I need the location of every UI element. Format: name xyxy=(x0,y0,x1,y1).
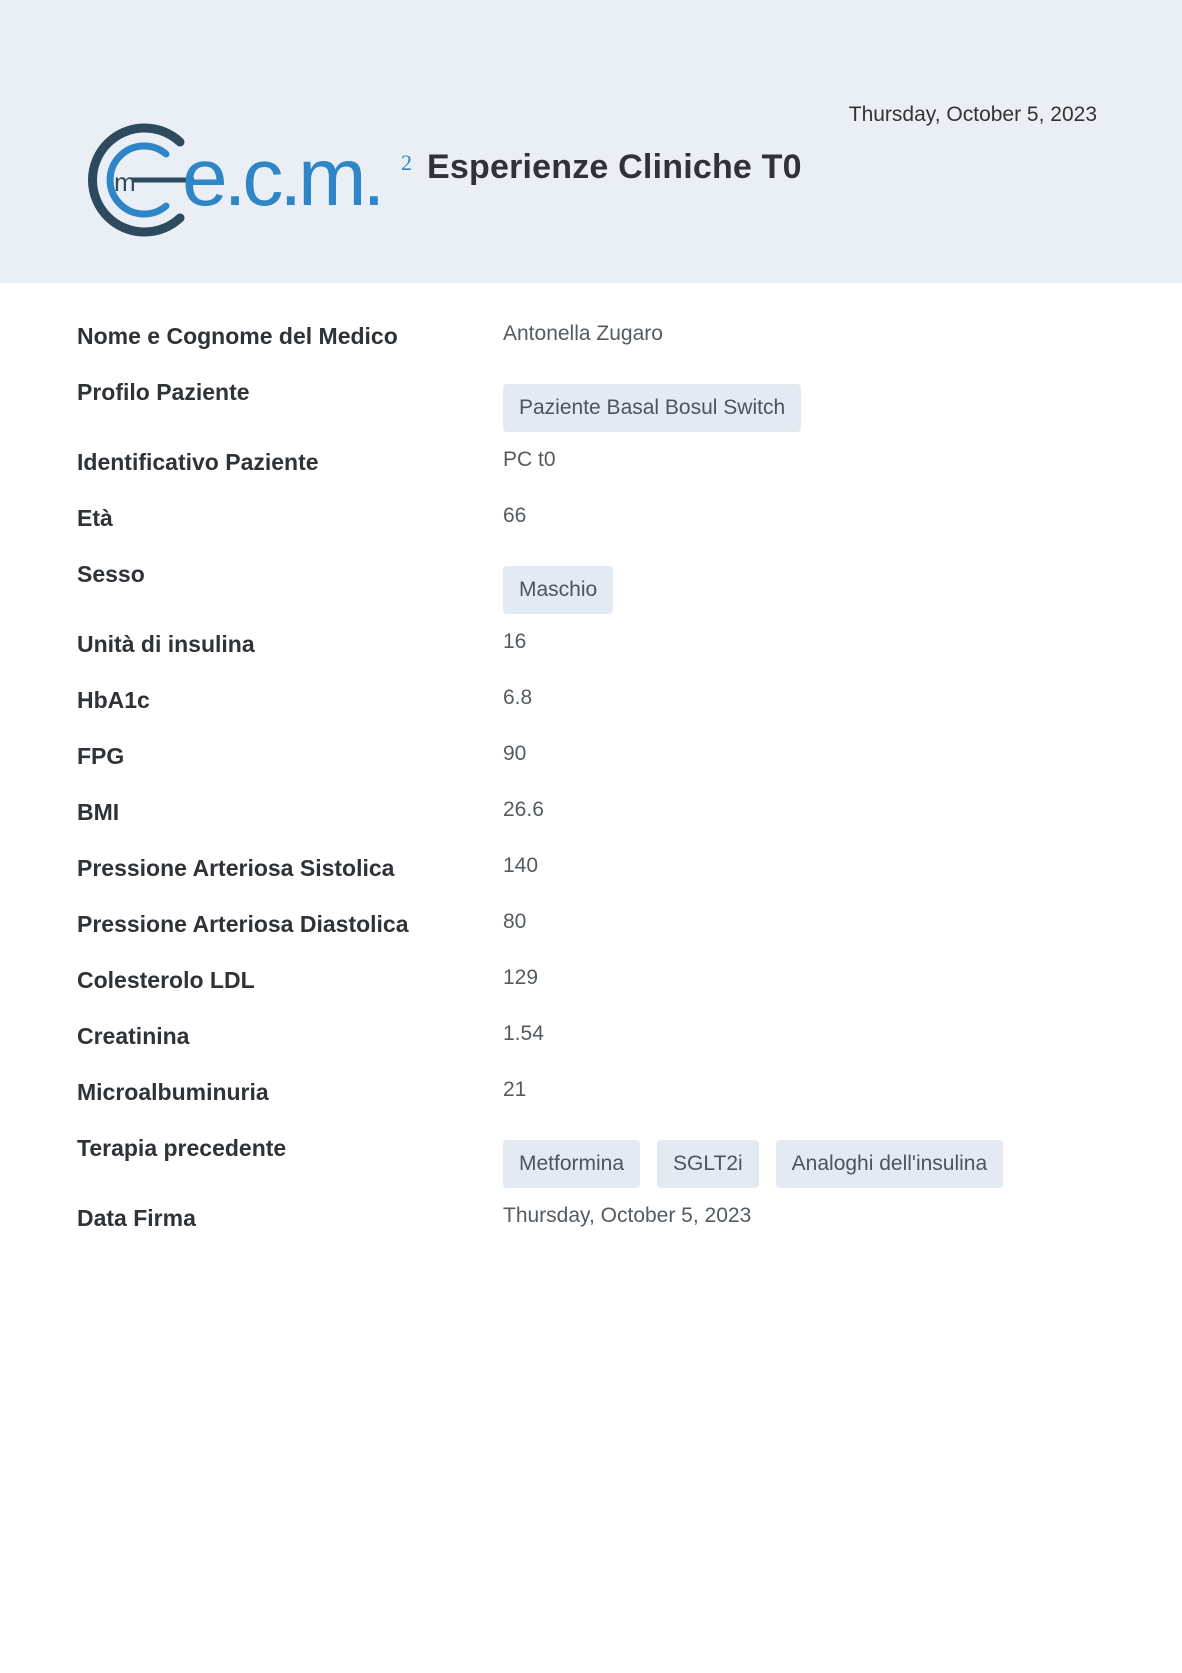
field-label: Età xyxy=(77,505,113,531)
svg-text:e.c.m.: e.c.m. xyxy=(182,132,382,223)
field-hba1c xyxy=(77,674,1107,730)
header-date: Thursday, October 5, 2023 xyxy=(848,103,1097,126)
field-fpg xyxy=(77,730,1107,786)
field-label: Creatinina xyxy=(77,1023,190,1049)
field-value: Thursday, October 5, 2023 xyxy=(503,1204,752,1227)
field-value: 90 xyxy=(503,742,527,765)
field-label: BMI xyxy=(77,799,120,825)
tag: Maschio xyxy=(503,566,613,614)
field-value: Antonella Zugaro xyxy=(503,322,663,345)
field-value: 66 xyxy=(503,504,527,527)
field-label: Sesso xyxy=(77,561,145,587)
tag: SGLT2i xyxy=(657,1140,759,1188)
tag: Paziente Basal Bosul Switch xyxy=(503,384,801,432)
field-label: HbA1c xyxy=(77,687,150,713)
tag-group xyxy=(503,548,613,614)
ecm-logo xyxy=(76,120,421,238)
field-ldl xyxy=(77,954,1107,1010)
field-label: Identificativo Paziente xyxy=(77,449,319,475)
field-sistolica xyxy=(77,842,1107,898)
field-value: 129 xyxy=(503,966,539,989)
page-title: Esperienze Cliniche T0 xyxy=(427,148,802,186)
field-value: PC t0 xyxy=(503,448,556,471)
field-label: Terapia precedente xyxy=(77,1135,287,1161)
field-profilo xyxy=(77,366,1107,436)
field-label: Pressione Arteriosa Sistolica xyxy=(77,855,395,881)
field-label: Microalbuminuria xyxy=(77,1079,269,1105)
field-eta xyxy=(77,492,1107,548)
field-medico xyxy=(77,310,1107,366)
field-value: 6.8 xyxy=(503,686,533,709)
tag-group xyxy=(503,1122,1003,1188)
svg-text:2: 2 xyxy=(401,150,412,175)
field-unita xyxy=(77,618,1107,674)
field-label: Profilo Paziente xyxy=(77,379,250,405)
field-terapia xyxy=(77,1122,1107,1192)
patient-fields xyxy=(77,310,1107,1248)
field-label: Colesterolo LDL xyxy=(77,967,255,993)
field-sesso xyxy=(77,548,1107,618)
field-diastolica xyxy=(77,898,1107,954)
field-value: 16 xyxy=(503,630,527,653)
header xyxy=(0,0,1182,283)
field-label: Nome e Cognome del Medico xyxy=(77,323,398,349)
field-creatinina xyxy=(77,1010,1107,1066)
field-micro xyxy=(77,1066,1107,1122)
tag-group xyxy=(503,366,801,432)
field-label: Unità di insulina xyxy=(77,631,255,657)
tag: Analoghi dell'insulina xyxy=(776,1140,1003,1188)
field-value: 1.54 xyxy=(503,1022,544,1045)
field-firma xyxy=(77,1192,1107,1248)
field-value: 21 xyxy=(503,1078,527,1101)
tag: Metformina xyxy=(503,1140,640,1188)
field-value: 26.6 xyxy=(503,798,544,821)
field-value: 80 xyxy=(503,910,527,933)
field-label: Pressione Arteriosa Diastolica xyxy=(77,911,409,937)
field-identificativo xyxy=(77,436,1107,492)
ecm-logo-graphic xyxy=(76,120,421,238)
field-bmi xyxy=(77,786,1107,842)
field-value: 140 xyxy=(503,854,539,877)
svg-text:m: m xyxy=(114,167,136,197)
field-label: Data Firma xyxy=(77,1205,196,1231)
field-label: FPG xyxy=(77,743,125,769)
